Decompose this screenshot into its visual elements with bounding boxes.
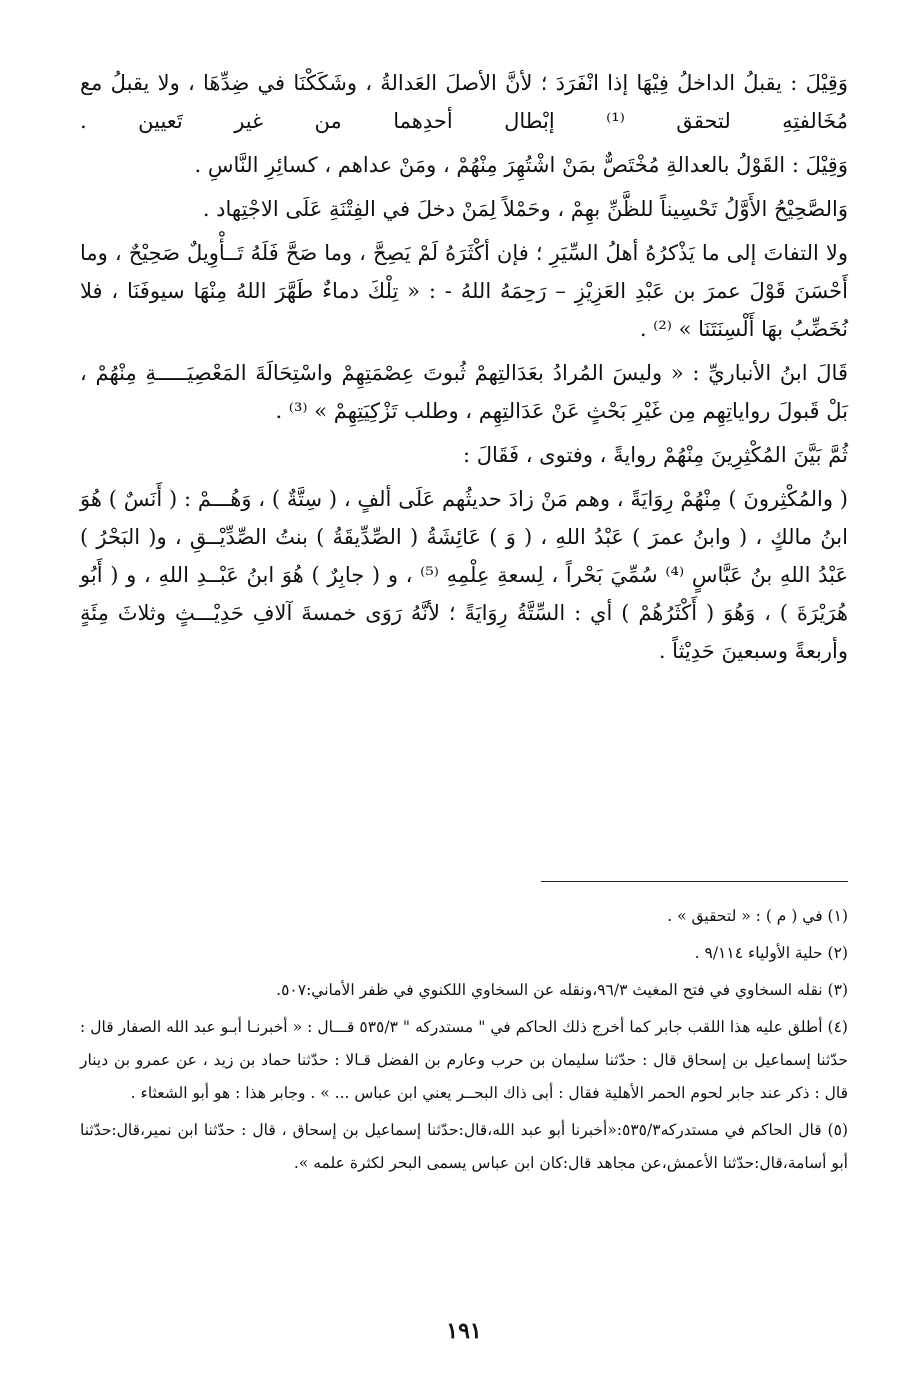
footnote-4: (٤) أطلق عليه هذا اللقب جابر كما أخرج ذلك الحاكم في " مستدركه " ٥٣٥/٣ قـــال : « أخبرنـا أبـو عبد الله الصفار قال : حدّثنا إسماعيل بن إسحاق قال : حدّثنا سليمان بن حرب وعارم بن الفضل قـالا : حدّثنا حماد بن زيد ، عن عمرو بن دينار قال : ذكر عند جابر لحوم الحمر الأهلية فقال : أبى ذاك البحــر يعني ابن عباس ... » . وجابر هذا : هو أبو الشعثاء . (80, 1018, 848, 1102)
paragraph-7: ( والمُكْثِرونَ ) مِنْهُمْ رِوَايَةً ، وهم مَنْ زادَ حديثُهم عَلَى ألفٍ ، ( سِتَّةٌ ) ، وَهُـــمْ : ( أَنَسٌ ) هُوَ ابنُ مالكٍ ، ( وابنُ عمرَ ) عَبْدُ اللهِ ، ( وَ ) عَائِشَةُ ( الصِّدِّيقَةُ ) بنتُ الصِّدِّيْــقِ ، و( البَحْرُ ) عَبْدُ اللهِ بنُ عَبَّاسٍ ⁽⁴⁾ سُمِّيَ بَحْراً ، لِسعةِ عِلْمِهِ ⁽⁵⁾ ، و ( جابِرٌ ) هُوَ ابنُ عَبْــدِ اللهِ ، و ( أَبُو هُرَيْرَةَ ) ، وَهُوَ ( أَكْثَرُهُمْ ) أي : السِّتَّةُ رِوَايَةً ؛ لأنَّهُ رَوَى خمسةَ آلافِ حَدِيْـــثٍ وثلاثَ مِئَةٍ وأربعةً وسبعينَ حَدِيْثاً . (80, 487, 848, 663)
footnotes (80, 900, 848, 1184)
paragraph-3: وَالصَّحِيْحُ الأَوَّلُ تَحْسِيناً للظَّنِّ بهِمْ ، وحَمْلاً لِمَنْ دخلَ في الفِتْنَةِ عَلَى الاجْتِهاد . (202, 197, 848, 221)
footnote-2: (٢) حلية الأولياء ٩/١١٤ . (694, 944, 848, 962)
paragraph-5: قَالَ ابنُ الأنباريِّ : « وليسَ المُرادُ بعَدَالتِهمْ ثُبوتَ عِصْمَتِهِمْ واسْتِحَالَةَ المَعْصِيَـــــةِ مِنْهُمْ ، بَلْ قَبولَ رواياتِهِم مِن غَيْرِ بَحْثٍ عَنْ عَدَالتِهِم ، وطلب تَزْكِيَتِهِمْ » ⁽³⁾ . (80, 361, 848, 423)
footnote-5: (٥) قال الحاكم في مستدركه٥٣٥/٣:«أخبرنا أبو عبد الله،قال:حدّثنا إسماعيل بن إسحاق ، قال : حدّثنا ابن نمير،قال:حدّثنا أبو أسامة،قال:حدّثنا الأعمش،عن مجاهد قال:كان ابن عباس يسمى البحر لكثرة علمه ». (80, 1121, 848, 1172)
paragraph-6: ثُمَّ بَيَّنَ المُكْثِرِينَ مِنْهُمْ روايةً ، وفتوى ، فَقَالَ : (462, 443, 848, 467)
footnote-divider (541, 881, 848, 882)
paragraph-2: وَقِيْلَ : القَوْلُ بالعدالةِ مُخْتَصٌّ بمَنْ اشْتُهِرَ مِنْهُمْ ، ومَنْ عداهم ، كسائِرِ النَّاسِ . (194, 153, 848, 177)
book-page (80, 64, 848, 1354)
main-text (80, 64, 848, 670)
paragraph-4: ولا التفاتَ إلى ما يَذْكرُهُ أهلُ السِّيَرِ ؛ فإن أكْثَرَهُ لَمْ يَصِحَّ ، وما صَحَّ فَلَهُ تَــأْوِيلٌ صَحِيْحٌ ، وما أَحْسَنَ قَوْلَ عمرَ بن عَبْدِ العَزِيْزِ – رَحِمَهُ اللهُ - : « تِلْكَ دماءٌ طَهَّرَ اللهُ مِنْهَا سيوفَنَا ، فلا نُخَضِّبُ بهَا أَلْسِنَتَنَا » ⁽²⁾ . (80, 241, 848, 341)
footnote-3: (٣) نقله السخاوي في فتح المغيث ٩٦/٣،ونقله عن السخاوي اللكنوي في ظفر الأماني:٥٠٧. (276, 981, 848, 999)
paragraph-1: وَقِيْلَ : يقبلُ الداخلُ فِيْهَا إذا انْفَرَدَ ؛ لأنَّ الأصلَ العَدالةُ ، وشَكَكْنَا في ضِدِّهَا ، ولا يقبلُ مع مُخَالفتِهِ لتحقق ⁽¹⁾ إبْطال أحدِهما من غير تَعيين . (80, 71, 848, 133)
footnote-1: (١) في ( م ) : « لتحقيق » . (667, 907, 848, 925)
page-number: ١٩١ (446, 1318, 482, 1344)
